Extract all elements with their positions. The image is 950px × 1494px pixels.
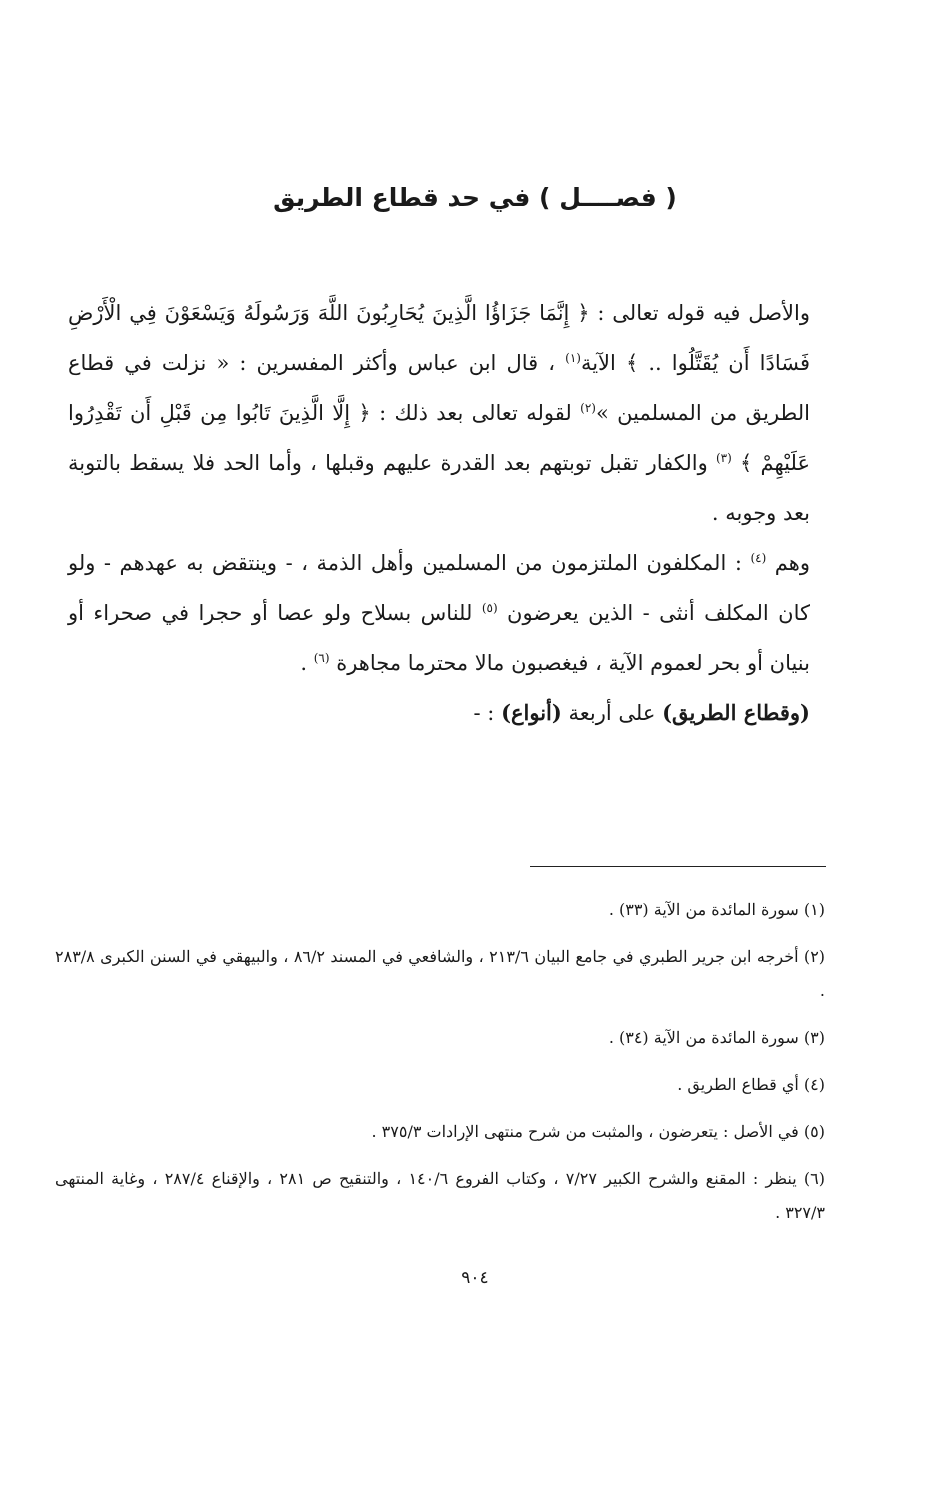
subheading-middle: على أربعة bbox=[561, 701, 663, 725]
footnote-ref-4: (٤) bbox=[750, 551, 767, 565]
paragraph-1-part-2: ، قال ابن عباس وأكثر المفسرين : « نزلت في قطاع الطريق من المسلمين » bbox=[68, 351, 810, 425]
footnote-ref-3: (٣) bbox=[715, 451, 732, 465]
paragraph-1 bbox=[68, 288, 810, 538]
paragraph-1-part-3: لقوله تعالى بعد ذلك : ﴿ إِلَّا الَّذِينَ تَابُوا مِن قَبْلِ أَن تَقْدِرُوا عَلَيْهِمْ ﴾ bbox=[68, 401, 810, 475]
main-text bbox=[68, 288, 810, 738]
footnote-6: (٦) ينظر : المقنع والشرح الكبير ٧/٢٧ ، وكتاب الفروع ١٤٠/٦ ، والتنقيح ص ٢٨١ ، والإقناع ٢٨٧/٤ ، وغاية المنتهى ٣٢٧/٣ . bbox=[55, 1169, 825, 1222]
footnote-2: (٢) أخرجه ابن جرير الطبري في جامع البيان ٢١٣/٦ ، والشافعي في المسند ٨٦/٢ ، والبيهقي في السنن الكبرى ٢٨٣/٨ . bbox=[55, 947, 826, 1000]
footnote-ref-2: (٢) bbox=[580, 401, 596, 415]
footnote-separator bbox=[530, 866, 826, 867]
subheading-line bbox=[68, 688, 810, 738]
paragraph-2-part-1: وهم bbox=[766, 551, 810, 575]
footnote-ref-6: (٦) bbox=[313, 651, 330, 665]
footnote-5: (٥) في الأصل : يتعرضون ، والمثبت من شرح منتهى الإرادات ٣٧٥/٣ . bbox=[371, 1122, 825, 1141]
footnote-ref-1: (١) bbox=[565, 351, 581, 365]
subheading-bold-1: (وقطاع الطريق) bbox=[662, 700, 810, 725]
subheading-tail: : - bbox=[473, 701, 502, 725]
paragraph-2 bbox=[68, 538, 810, 688]
paragraph-1-part-4: والكفار تقبل توبتهم بعد القدرة عليهم وقبلها ، وأما الحد فلا يسقط بالتوبة بعد وجوبه . bbox=[68, 451, 810, 525]
footnote-1: (١) سورة المائدة من الآية (٣٣) . bbox=[608, 900, 825, 919]
subheading-bold-2: (أنواع) bbox=[501, 700, 562, 725]
paragraph-2-part-4: . bbox=[300, 651, 314, 675]
page-number: ٩٠٤ bbox=[461, 1268, 489, 1288]
footnote-4: (٤) أي قطاع الطريق . bbox=[677, 1075, 825, 1094]
footnote-ref-5: (٥) bbox=[481, 601, 498, 615]
paragraph-2-part-2: : المكلفون الملتزمون من المسلمين وأهل الذمة ، - وينتقض به عهدهم - ولو كان المكلف أنثى - الذين يعرضون bbox=[68, 551, 810, 625]
paragraph-2-part-3: للناس بسلاح ولو عصا أو حجرا في صحراء أو بنيان أو بحر لعموم الآية ، فيغصبون مالا محترما مجاهرة bbox=[68, 601, 810, 675]
paragraph-1-part-1: والأصل فيه قوله تعالى : ﴿ إِنَّمَا جَزَاؤُا الَّذِينَ يُحَارِبُونَ اللَّهَ وَرَسُولَهُ وَيَسْعَوْنَ فِي الْأَرْضِ فَسَادًا أَن يُقَتَّلُوا .. ﴾ الآية bbox=[68, 301, 810, 375]
section-title: ( فصــــل ) في حد قطاع الطريق bbox=[273, 183, 677, 212]
footnote-3: (٣) سورة المائدة من الآية (٣٤) . bbox=[608, 1028, 825, 1047]
footnotes bbox=[55, 893, 825, 1243]
